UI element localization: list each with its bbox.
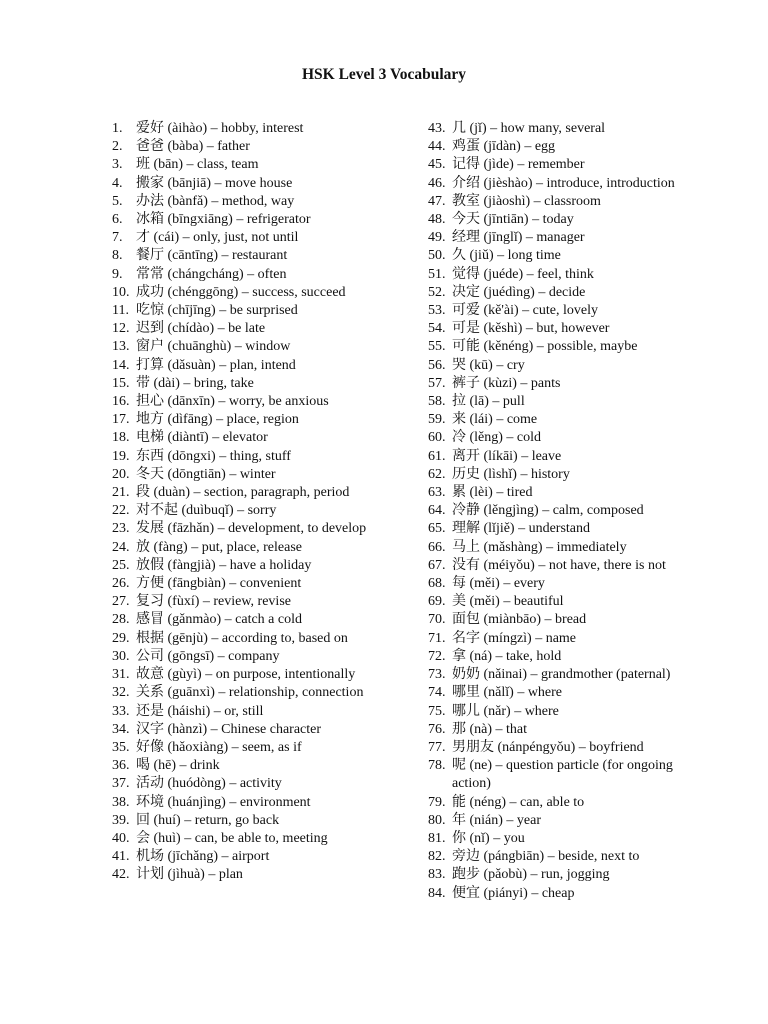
item-text: 几 (jǐ) – how many, several: [452, 121, 606, 136]
vocabulary-item: [112, 830, 374, 848]
vocabulary-item: [112, 757, 374, 775]
item-number: 58.: [428, 394, 446, 410]
item-text: 马上 (mǎshàng) – immediately: [452, 539, 627, 555]
item-number: 19.: [112, 448, 130, 464]
item-text: 担心 (dānxīn) – worry, be anxious: [136, 394, 329, 410]
item-text: 介绍 (jièshào) – introduce, introduction: [452, 175, 675, 191]
item-text: 那 (nà) – that: [452, 721, 528, 737]
vocabulary-item: [428, 794, 684, 812]
item-number: 1.: [112, 121, 123, 136]
item-text: 打算 (dǎsuàn) – plan, intend: [136, 357, 296, 373]
item-text: 旁边 (pángbiān) – beside, next to: [452, 849, 640, 865]
item-text: 理解 (lǐjiě) – understand: [452, 521, 591, 537]
item-number: 55.: [428, 339, 446, 355]
item-number: 68.: [428, 576, 446, 592]
vocabulary-item: [112, 393, 374, 411]
vocabulary-item: [428, 575, 684, 593]
vocabulary-item: [428, 684, 684, 702]
item-number: 23.: [112, 521, 130, 537]
item-number: 25.: [112, 557, 130, 573]
item-text: 喝 (hē) – drink: [136, 758, 220, 774]
item-text: 段 (duàn) – section, paragraph, period: [136, 485, 350, 501]
item-text: 爸爸 (bàba) – father: [136, 139, 250, 155]
item-text: 爱好 (àihào) – hobby, interest: [136, 121, 304, 136]
vocabulary-item: [112, 247, 374, 265]
item-number: 77.: [428, 739, 446, 755]
vocabulary-item: [112, 539, 374, 557]
item-number: 29.: [112, 630, 130, 646]
item-number: 70.: [428, 612, 446, 628]
vocabulary-item: [428, 466, 684, 484]
item-number: 5.: [112, 193, 123, 209]
item-number: 2.: [112, 139, 123, 155]
item-text: 环境 (huánjìng) – environment: [136, 794, 311, 810]
item-number: 65.: [428, 521, 446, 537]
item-text: 教室 (jiàoshì) – classroom: [452, 193, 601, 209]
item-number: 21.: [112, 485, 130, 501]
item-number: 15.: [112, 375, 130, 391]
item-number: 6.: [112, 212, 123, 228]
item-number: 61.: [428, 448, 446, 464]
vocabulary-item: [112, 502, 374, 520]
item-number: 42.: [112, 867, 130, 883]
item-text: 奶奶 (nǎinai) – grandmother (paternal): [452, 667, 671, 683]
item-number: 40.: [112, 830, 130, 846]
vocabulary-item: [428, 302, 684, 320]
item-text: 能 (néng) – can, able to: [452, 794, 585, 810]
item-text: 才 (cái) – only, just, not until: [136, 230, 299, 246]
item-text: 吃惊 (chījīng) – be surprised: [136, 303, 298, 319]
vocabulary-item: [112, 775, 374, 793]
vocabulary-item: [428, 630, 684, 648]
item-text: 对不起 (duìbuqǐ) – sorry: [136, 503, 277, 519]
item-number: 34.: [112, 721, 130, 737]
vocabulary-item: [428, 885, 684, 903]
vocabulary-item: [428, 703, 684, 721]
vocabulary-item: [112, 794, 374, 812]
item-text: 根据 (gēnjù) – according to, based on: [136, 630, 348, 646]
item-text: 男朋友 (nánpéngyǒu) – boyfriend: [452, 739, 644, 755]
vocabulary-item: [112, 138, 374, 156]
item-text: 觉得 (juéde) – feel, think: [452, 266, 594, 282]
vocabulary-item: [428, 320, 684, 338]
vocabulary-item: [428, 721, 684, 739]
item-text: 哭 (kū) – cry: [452, 357, 525, 373]
item-text: 面包 (miànbāo) – bread: [452, 612, 587, 628]
vocabulary-item: [428, 866, 684, 884]
item-number: 78.: [428, 758, 446, 774]
item-text: 还是 (háishi) – or, still: [136, 703, 264, 719]
item-number: 38.: [112, 794, 130, 810]
item-text: 累 (lèi) – tired: [452, 485, 533, 501]
vocabulary-item: [428, 448, 684, 466]
item-text: 公司 (gōngsī) – company: [136, 648, 280, 664]
item-number: 53.: [428, 303, 446, 319]
item-text: 电梯 (diàntī) – elevator: [136, 430, 268, 446]
vocabulary-item: [428, 848, 684, 866]
item-text: 经理 (jīnglǐ) – manager: [452, 230, 585, 246]
item-text: 没有 (méiyǒu) – not have, there is not: [452, 557, 666, 573]
item-number: 26.: [112, 576, 130, 592]
vocabulary-item: [112, 648, 374, 666]
vocabulary-item: [112, 684, 374, 702]
item-number: 80.: [428, 812, 446, 828]
item-text: 跑步 (pǎobù) – run, jogging: [452, 867, 610, 883]
item-text: 久 (jiǔ) – long time: [452, 248, 561, 264]
vocabulary-item: [428, 211, 684, 229]
item-number: 54.: [428, 321, 446, 337]
item-text: 可是 (kěshì) – but, however: [452, 321, 610, 337]
item-text: 冰箱 (bīngxiāng) – refrigerator: [136, 212, 311, 228]
item-number: 49.: [428, 230, 446, 246]
item-text: 东西 (dōngxi) – thing, stuff: [136, 448, 291, 464]
item-number: 27.: [112, 594, 130, 610]
item-text: 决定 (juédìng) – decide: [452, 284, 586, 300]
item-number: 18.: [112, 430, 130, 446]
vocabulary-item: [112, 848, 374, 866]
item-text: 放 (fàng) – put, place, release: [136, 539, 302, 555]
item-text: 每 (měi) – every: [452, 576, 545, 592]
item-number: 22.: [112, 503, 130, 519]
item-text: 美 (měi) – beautiful: [452, 594, 564, 610]
vocabulary-item: [112, 866, 374, 884]
item-text: 复习 (fùxí) – review, revise: [136, 594, 291, 610]
item-number: 9.: [112, 266, 123, 282]
item-text: 拉 (lā) – pull: [452, 394, 525, 410]
vocabulary-item: [112, 375, 374, 393]
item-number: 46.: [428, 175, 446, 191]
item-text: 冬天 (dōngtiān) – winter: [136, 466, 276, 482]
vocabulary-item: [112, 284, 374, 302]
vocabulary-item: [112, 120, 374, 138]
vocabulary-item: [112, 611, 374, 629]
item-number: 48.: [428, 212, 446, 228]
item-text: 地方 (dìfāng) – place, region: [136, 412, 299, 428]
item-number: 17.: [112, 412, 130, 428]
vocabulary-item: [428, 830, 684, 848]
item-number: 44.: [428, 139, 446, 155]
vocabulary-item: [428, 193, 684, 211]
vocabulary-item: [428, 812, 684, 830]
item-text: 会 (huì) – can, be able to, meeting: [136, 830, 328, 846]
item-number: 83.: [428, 867, 446, 883]
item-text: 可能 (kěnéng) – possible, maybe: [452, 339, 638, 355]
item-text: 哪儿 (nǎr) – where: [452, 703, 559, 719]
item-text: 计划 (jìhuà) – plan: [136, 867, 243, 883]
item-number: 45.: [428, 157, 446, 173]
vocabulary-item: [428, 757, 684, 793]
vocabulary-item: [112, 466, 374, 484]
vocabulary-item: [112, 630, 374, 648]
item-text: 历史 (lìshǐ) – history: [452, 466, 570, 482]
vocabulary-item: [112, 721, 374, 739]
vocabulary-item: [428, 338, 684, 356]
item-text: 今天 (jīntiān) – today: [452, 212, 574, 228]
item-text: 汉字 (hànzì) – Chinese character: [136, 721, 322, 737]
item-number: 33.: [112, 703, 130, 719]
vocabulary-item: [112, 520, 374, 538]
item-text: 冷静 (lěngjìng) – calm, composed: [452, 503, 644, 519]
item-number: 4.: [112, 175, 123, 191]
vocabulary-item: [112, 557, 374, 575]
vocabulary-item: [428, 266, 684, 284]
vocabulary-item: [428, 739, 684, 757]
vocabulary-item: [428, 611, 684, 629]
item-text: 年 (nián) – year: [452, 812, 542, 828]
item-number: 43.: [428, 121, 446, 136]
vocabulary-item: [112, 429, 374, 447]
vocabulary-item: [428, 284, 684, 302]
item-number: 59.: [428, 412, 446, 428]
item-text: 成功 (chénggōng) – success, succeed: [136, 284, 346, 300]
vocabulary-item: [428, 393, 684, 411]
vocabulary-item: [428, 156, 684, 174]
item-number: 52.: [428, 284, 446, 300]
vocabulary-item: [112, 229, 374, 247]
item-text: 关系 (guānxì) – relationship, connection: [136, 685, 364, 701]
item-text: 放假 (fàngjià) – have a holiday: [136, 557, 312, 573]
vocabulary-item: [112, 575, 374, 593]
item-text: 方便 (fāngbiàn) – convenient: [136, 576, 302, 592]
item-number: 47.: [428, 193, 446, 209]
item-number: 41.: [112, 849, 130, 865]
item-text: 冷 (lěng) – cold: [452, 430, 542, 446]
vocabulary-item: [428, 502, 684, 520]
vocabulary-item: [112, 175, 374, 193]
vocabulary-item: [428, 557, 684, 575]
item-text: 好像 (hǎoxiàng) – seem, as if: [136, 739, 302, 755]
item-text: 迟到 (chídào) – be late: [136, 321, 266, 337]
item-text: 发展 (fāzhǎn) – development, to develop: [136, 521, 367, 537]
vocabulary-item: [112, 357, 374, 375]
item-number: 62.: [428, 466, 446, 482]
page-title: HSK Level 3 Vocabulary: [301, 66, 467, 83]
vocabulary-item: [112, 593, 374, 611]
item-text: 窗户 (chuānghù) – window: [136, 339, 291, 355]
vocabulary-item: [112, 666, 374, 684]
item-number: 11.: [112, 303, 129, 319]
item-number: 7.: [112, 230, 123, 246]
item-text: 班 (bān) – class, team: [136, 157, 259, 173]
item-number: 39.: [112, 812, 130, 828]
item-text: 你 (nǐ) – you: [452, 830, 525, 846]
vocabulary-item: [112, 448, 374, 466]
vocabulary-item: [428, 539, 684, 557]
item-number: 13.: [112, 339, 130, 355]
item-number: 12.: [112, 321, 130, 337]
vocabulary-item: [112, 302, 374, 320]
vocabulary-item: [112, 156, 374, 174]
item-number: 72.: [428, 648, 446, 664]
vocabulary-item: [428, 411, 684, 429]
item-text: 回 (huí) – return, go back: [136, 812, 280, 828]
vocabulary-item: [428, 375, 684, 393]
item-text: 离开 (líkāi) – leave: [452, 448, 562, 464]
vocabulary-item: [428, 175, 684, 193]
item-number: 73.: [428, 667, 446, 683]
item-text: 餐厅 (cāntīng) – restaurant: [136, 248, 288, 264]
vocabulary-item: [428, 138, 684, 156]
vocabulary-item: [112, 320, 374, 338]
item-number: 71.: [428, 630, 446, 646]
item-text: 机场 (jīchǎng) – airport: [136, 849, 270, 865]
vocabulary-item: [428, 520, 684, 538]
vocabulary-item: [428, 247, 684, 265]
vocabulary-item: [428, 357, 684, 375]
item-text: 拿 (ná) – take, hold: [452, 648, 562, 664]
vocabulary-item: [112, 193, 374, 211]
item-number: 8.: [112, 248, 123, 264]
vocabulary-column-right: [428, 120, 684, 903]
item-number: 20.: [112, 466, 130, 482]
item-text: 可爱 (kě'ài) – cute, lovely: [452, 303, 598, 319]
item-number: 57.: [428, 375, 446, 391]
item-number: 66.: [428, 539, 446, 555]
item-text: 故意 (gùyì) – on purpose, intentionally: [136, 667, 356, 683]
item-number: 81.: [428, 830, 446, 846]
item-number: 31.: [112, 667, 130, 683]
item-number: 50.: [428, 248, 446, 264]
vocabulary-item: [428, 484, 684, 502]
item-number: 56.: [428, 357, 446, 373]
vocabulary-item: [428, 429, 684, 447]
vocabulary-column-left: [112, 120, 374, 885]
vocabulary-item: [112, 484, 374, 502]
vocabulary-item: [112, 266, 374, 284]
item-number: 35.: [112, 739, 130, 755]
item-number: 60.: [428, 430, 446, 446]
item-number: 75.: [428, 703, 446, 719]
item-number: 64.: [428, 503, 446, 519]
item-text: 来 (lái) – come: [452, 412, 538, 428]
item-text: 办法 (bànfǎ) – method, way: [136, 193, 295, 209]
item-number: 16.: [112, 394, 130, 410]
vocabulary-item: [428, 648, 684, 666]
item-number: 63.: [428, 485, 446, 501]
item-number: 10.: [112, 284, 130, 300]
item-text: 常常 (chángcháng) – often: [136, 266, 287, 282]
item-number: 32.: [112, 685, 130, 701]
vocabulary-item: [112, 812, 374, 830]
item-text: 裤子 (kùzi) – pants: [452, 375, 561, 391]
vocabulary-item: [112, 411, 374, 429]
item-number: 30.: [112, 648, 130, 664]
item-text: 鸡蛋 (jīdàn) – egg: [452, 139, 556, 155]
item-text: 搬家 (bānjiā) – move house: [136, 175, 293, 191]
item-number: 14.: [112, 357, 130, 373]
item-text: 活动 (huódòng) – activity: [136, 776, 282, 792]
vocabulary-item: [112, 211, 374, 229]
item-text: 便宜 (piányi) – cheap: [452, 885, 575, 901]
item-number: 67.: [428, 557, 446, 573]
item-number: 37.: [112, 776, 130, 792]
item-number: 79.: [428, 794, 446, 810]
vocabulary-item: [428, 666, 684, 684]
vocabulary-item: [428, 593, 684, 611]
item-number: 82.: [428, 849, 446, 865]
vocabulary-item: [428, 120, 684, 138]
item-number: 24.: [112, 539, 130, 555]
item-number: 28.: [112, 612, 130, 628]
item-number: 36.: [112, 758, 130, 774]
item-number: 51.: [428, 266, 446, 282]
vocabulary-item: [112, 338, 374, 356]
item-number: 74.: [428, 685, 446, 701]
item-text: 名字 (míngzì) – name: [452, 630, 577, 646]
item-text: 哪里 (nǎlǐ) – where: [452, 685, 563, 701]
item-number: 69.: [428, 594, 446, 610]
vocabulary-item: [428, 229, 684, 247]
item-text: 呢 (ne) – question particle (for ongoing action): [452, 758, 673, 792]
item-number: 76.: [428, 721, 446, 737]
vocabulary-item: [112, 739, 374, 757]
item-number: 3.: [112, 157, 123, 173]
vocabulary-item: [112, 703, 374, 721]
item-number: 84.: [428, 885, 446, 901]
item-text: 感冒 (gǎnmào) – catch a cold: [136, 612, 302, 628]
item-text: 带 (dài) – bring, take: [136, 375, 254, 391]
item-text: 记得 (jìde) – remember: [452, 157, 585, 173]
